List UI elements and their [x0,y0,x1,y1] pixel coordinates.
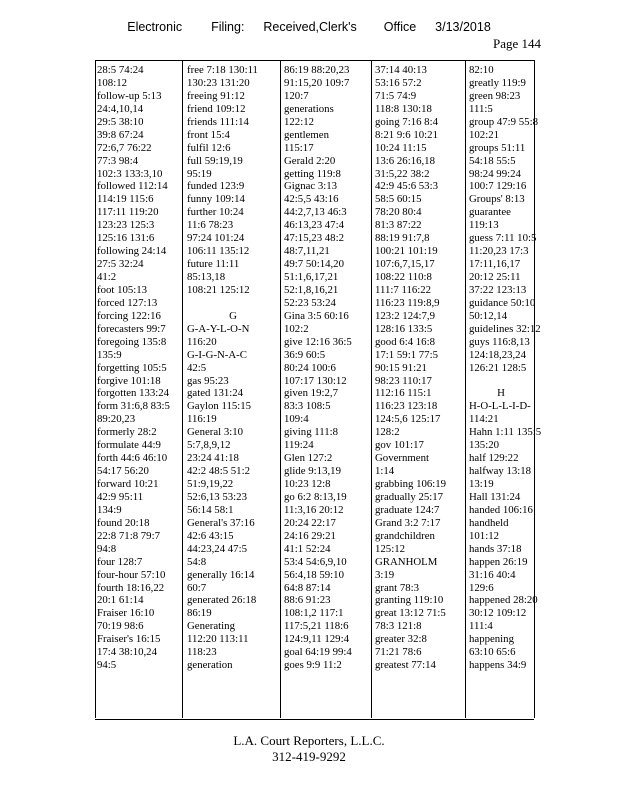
index-entry-line: 120:7 [284,89,309,102]
index-entry-line: 36:9 60:5 [284,348,326,361]
index-entry-line: go 6:2 8:13,19 [284,490,347,503]
index-entry-line: 42:5,5 43:16 [284,193,339,206]
index-entry-line: fulfil 12:6 [187,141,231,154]
index-entry-line: 112:16 115:1 [375,387,432,400]
index-entry-line: Hall 131:24 [469,490,521,503]
index-entry-line: 102:3 133:3,10 [97,167,163,180]
index-entry-line: 102:21 [469,128,499,141]
index-entry-line: Government [375,452,429,465]
index-entry-line: friend 109:12 [187,102,246,115]
index-entry-line: 94:8 [97,542,117,555]
index-entry-line: General 3:10 [187,426,244,439]
index-entry-line: generations [284,102,334,115]
index-entry-line: handheld [469,516,509,529]
index-entry-line: Groups' 8:13 [469,193,525,206]
index-entry-line: 98:24 99:24 [469,167,521,180]
index-entry-line: 116:19 [187,413,217,426]
index-entry-line: half 129:22 [469,452,519,465]
index-entry-line: 95:19 [187,167,212,180]
index-entry-line: 98:23 110:17 [375,374,432,387]
index-entry-line: 109:4 [284,413,309,426]
index-entry-line: 28:5 74:24 [97,64,144,76]
index-entry-line: Generating [187,620,235,633]
index-entry-line: 56:4,18 59:10 [284,568,344,581]
index-entry-line: Gina 3:5 60:16 [284,309,349,322]
index-entry-line: gated 131:24 [187,387,244,400]
index-entry-line: 119:13 [469,219,499,232]
index-entry-line: 108:1,2 117:1 [284,607,344,620]
index-entry-line: grandchildren [375,529,435,542]
index-entry-line: 117:11 119:20 [97,206,159,219]
index-entry-line: 94:5 [97,659,117,672]
index-entry-line: 11:20,23 17:3 [469,245,529,258]
index-entry-line: Gaylon 115:15 [187,400,252,413]
index-entry-line: 31:16 40:4 [469,568,516,581]
index-entry-line: halfway 13:18 [469,465,532,478]
index-entry-line: gov 101:17 [375,439,424,452]
section-letter: G [229,309,237,322]
header-filing: Filing: [211,20,245,34]
index-entry-line: Grand 3:2 7:17 [375,516,441,529]
index-entry-line: 107:17 130:12 [284,374,347,387]
index-entry-line: 30:12 109:12 [469,607,527,620]
index-entry-line: 119:24 [284,439,314,452]
index-entry-line: foregoing 135:8 [97,335,167,348]
index-entry-line: 97:24 101:24 [187,232,245,245]
footer-phone: 312-419-9292 [272,749,346,764]
index-entry-line: graduate 124:7 [375,503,440,516]
index-entry-line: forgetting 105:5 [97,361,167,374]
index-entry-line: 42:5 [187,361,207,374]
index-entry-line: 27:5 32:24 [97,258,144,271]
index-entry-line: 22:8 71:8 79:7 [97,529,160,542]
index-entry-line: 52:1,8,16,21 [284,283,339,296]
index-entry-line: 100:21 101:19 [375,245,438,258]
index-entry-line: great 13:12 71:5 [375,607,446,620]
index-entry-line: 122:12 [284,115,314,128]
footer-company: L.A. Court Reporters, L.L.C. [233,733,385,748]
index-entry-line: Gerald 2:20 [284,154,336,167]
index-entry-line: freeing 91:12 [187,89,245,102]
index-entry-line: 46:13,23 47:4 [284,219,344,232]
index-entry-line: 88:19 91:7,8 [375,232,430,245]
index-entry-line: followed 112:14 [97,180,168,193]
index-entry-line: 78:20 80:4 [375,206,422,219]
index-entry-line: 54:17 56:20 [97,465,149,478]
index-entry-line: happens 34:9 [469,659,527,672]
index-entry-line: forgotten 133:24 [97,387,170,400]
index-entry-line: 10:23 12:8 [284,478,331,490]
index-entry-line: happening [469,633,514,646]
index-entry-line: 10:24 11:15 [375,141,427,154]
index-entry-line: given 19:2,7 [284,387,338,400]
index-entry-line: front 15:4 [187,128,230,141]
index-entry-line: G-A-Y-L-O-N [187,322,250,335]
index-entry-line: forecasters 99:7 [97,322,166,335]
index-entry-line: 51:9,19,22 [187,478,234,490]
index-entry-line: 111:7 116:22 [375,283,432,296]
index-entry-line: forward 10:21 [97,478,159,490]
index-entry-line: Gignac 3:13 [284,180,338,193]
index-entry-line: 1:14 [375,465,395,478]
index-entry-line: forgive 101:18 [97,374,161,387]
index-entry-line: 71:5 74:9 [375,89,417,102]
index-entry-line: 80:24 100:6 [284,361,336,374]
index-entry-line: 51:1,6,17,21 [284,271,339,283]
index-entry-line: grant 78:3 [375,581,420,594]
index-entry-line: 70:19 98:6 [97,620,144,633]
column-divider [280,60,281,718]
index-entry-line: 111:4 [469,620,493,633]
index-entry-line: 42:9 95:11 [97,490,144,503]
index-entry-line: getting 119:8 [284,167,341,180]
index-entry-line: form 31:6,8 83:5 [97,400,170,413]
index-column-3 [284,64,370,672]
index-entry-line: Fraiser's 16:15 [97,633,161,646]
index-entry-line: goes 9:9 11:2 [284,659,342,672]
index-entry-line: 86:19 88:20,23 [284,64,350,76]
index-entry-line: 128:2 [375,426,400,439]
index-entry-line: General's 37:16 [187,516,255,529]
index-entry-line: 123:23 125:3 [97,219,155,232]
index-entry-line: 135:9 [97,348,122,361]
index-column-1 [97,64,181,672]
index-entry-line: granting 119:10 [375,594,444,607]
index-entry-line: happened 28:20 [469,594,538,607]
index-entry-line: 42:6 43:15 [187,529,234,542]
index-entry-line: 108:22 110:8 [375,271,432,283]
index-entry-line: generally 16:14 [187,568,255,581]
index-entry-line: 134:9 [97,503,122,516]
index-entry-line: 135:20 [469,439,499,452]
index-entry-line: 124:5,6 125:17 [375,413,441,426]
index-entry-line: 58:5 60:15 [375,193,422,206]
index-entry-line: 41:2 [97,271,117,283]
index-entry-line [469,375,533,388]
column-divider [465,60,466,718]
header-system: Electronic [127,20,183,34]
index-entry-line: grabbing 106:19 [375,478,447,490]
column-divider [534,60,535,718]
index-entry-line: handed 106:16 [469,503,533,516]
index-entry-line: hands 37:18 [469,542,522,555]
index-entry-line: 71:21 78:6 [375,646,422,659]
index-entry-line: following 24:14 [97,245,167,258]
index-column-2 [187,64,279,672]
index-entry-line: four-hour 57:10 [97,568,166,581]
header-office: Office [383,20,417,34]
index-entry-line: 39:8 67:24 [97,128,144,141]
index-entry-line: glide 9:13,19 [284,465,341,478]
index-entry-line: 126:21 128:5 [469,361,527,374]
index-entry-line: future 11:11 [187,258,240,271]
index-entry-line: greater 32:8 [375,633,427,646]
index-entry-line: 116:20 [187,335,217,348]
index-entry-line: 53:4 54:6,9,10 [284,555,347,568]
index-entry-line: 37:22 123:13 [469,283,527,296]
index-entry-line: H-O-L-L-I-D- [469,400,531,413]
index-entry-line: 53:16 57:2 [375,76,422,89]
index-entry-line: 5:7,8,9,12 [187,439,231,452]
index-entry-line: forth 44:6 46:10 [97,452,168,465]
index-entry-line: 83:3 108:5 [284,400,331,413]
index-entry-line: 86:19 [187,607,212,620]
index-entry-line: 124:9,11 129:4 [284,633,349,646]
index-entry-line: 11:6 78:23 [187,219,234,232]
index-entry-line: 116:23 123:18 [375,400,438,413]
index-entry-line: foot 105:13 [97,283,148,296]
index-entry-line: free 7:18 130:11 [187,64,258,76]
index-entry-line: give 12:16 36:5 [284,335,352,348]
index-entry-line: 20:12 25:11 [469,271,521,283]
index-entry-line: GRANHOLM [375,555,438,568]
index-entry-line: 101:12 [469,529,499,542]
index-entry-line: 116:23 119:8,9 [375,296,440,309]
column-divider [182,60,183,718]
index-entry-line: green 98:23 [469,89,521,102]
index-entry-line: 8:21 9:6 10:21 [375,128,438,141]
index-entry-line: 100:7 129:16 [469,180,527,193]
index-entry-line: 128:16 133:5 [375,322,433,335]
index-entry-line: 64:8 87:14 [284,581,331,594]
index-entry-line: 24:16 29:21 [284,529,336,542]
index-entry-line: goal 64:19 99:4 [284,646,352,659]
index-entry-line: forcing 122:16 [97,309,161,322]
index-entry-line: 78:3 121:8 [375,620,422,633]
index-entry-line: 47:15,23 48:2 [284,232,344,245]
index-entry-line: guidance 50:10 [469,296,536,309]
index-column-5 [469,64,542,672]
index-entry-line: happen 26:19 [469,555,528,568]
index-entry-line: 125:16 131:6 [97,232,155,245]
index-entry-line: four 128:7 [97,555,143,568]
index-entry-line [187,297,279,310]
index-entry-line: 20:1 61:14 [97,594,144,607]
index-entry-line: friends 111:14 [187,115,249,128]
index-entry-line: group 47:9 55:8 [469,115,538,128]
index-entry-line: 117:5,21 118:6 [284,620,349,633]
index-entry-line: 20:24 22:17 [284,516,336,529]
index-entry-line: 11:3,16 20:12 [284,503,344,516]
index-entry-line: funded 123:9 [187,180,245,193]
index-entry-line: 49:7 50:14,20 [284,258,344,271]
index-entry-line: 88:6 91:23 [284,594,331,607]
index-entry-line: 81:3 87:22 [375,219,422,232]
index-entry-line: 63:10 65:6 [469,646,516,659]
index-entry-line: 112:20 113:11 [187,633,249,646]
index-entry-line: 102:2 [284,322,309,335]
index-entry-line: follow-up 5:13 [97,89,162,102]
index-entry-line: 129:6 [469,581,494,594]
column-divider [95,60,96,718]
index-entry-line: formerly 28:2 [97,426,157,439]
index-entry-line: 42:2 48:5 51:2 [187,465,250,478]
index-entry-line: going 7:16 8:4 [375,115,438,128]
index-entry-line: 108:21 125:12 [187,283,250,296]
index-entry-line: full 59:19,19 [187,154,243,167]
index-entry-line: groups 51:11 [469,141,526,154]
index-entry-line: 31:5,22 38:2 [375,167,430,180]
index-entry-line: 106:11 135:12 [187,245,250,258]
index-entry-line: gas 95:23 [187,374,229,387]
index-entry-line: 108:12 [97,76,127,89]
index-column-4 [375,64,464,672]
index-entry-line: gradually 25:17 [375,490,444,503]
index-entry-line: 107:6,7,15,17 [375,258,435,271]
index-entry-line: giving 111:8 [284,426,339,439]
index-entry-line: guidelines 32:12 [469,322,541,335]
filing-header [0,20,618,34]
page-number: Page 144 [493,36,542,51]
index-entry-line: 41:1 52:24 [284,542,331,555]
index-entry-line: 77:3 98:4 [97,154,139,167]
index-entry-line: 89:20,23 [97,413,136,426]
index-entry-line: 114:19 115:6 [97,193,154,206]
column-divider [371,60,372,718]
index-entry-line: 82:10 [469,64,494,76]
index-entry-line: 118:8 130:18 [375,102,432,115]
index-entry-line: 37:14 40:13 [375,64,427,76]
index-entry-line: further 10:24 [187,206,244,219]
index-entry-line: gentlemen [284,128,329,141]
index-entry-line: 54:8 [187,555,207,568]
index-entry-line: 17:11,16,17 [469,258,521,271]
index-entry-line: funny 109:14 [187,193,245,206]
index-entry-line: 52:6,13 53:23 [187,490,247,503]
index-entry-line: 48:7,11,21 [284,245,330,258]
index-entry-line: 3:19 [375,568,395,581]
index-entry-line: 118:23 [187,646,217,659]
index-entry-line: 44:2,7,13 46:3 [284,206,347,219]
index-entry-line: 60:7 [187,581,207,594]
index-entry-line: Fraiser 16:10 [97,607,155,620]
index-entry-line: 125:12 [375,542,405,555]
index-entry-line: guarantee [469,206,511,219]
index-entry-line: forced 127:13 [97,296,158,309]
index-entry-line: guess 7:11 10:5 [469,232,537,245]
index-entry-line: 24:4,10,14 [97,102,144,115]
index-entry-line: generated 26:18 [187,594,257,607]
index-entry-line: fourth 18:16,22 [97,581,165,594]
index-entry-line: 42:9 45:6 53:3 [375,180,438,193]
index-entry-line: 123:2 124:7,9 [375,309,435,322]
index-entry-line: 85:13,18 [187,271,226,283]
index-entry-line: 114:21 [469,413,499,426]
index-entry-line: G-I-G-N-A-C [187,348,247,361]
index-entry-line: 29:5 38:10 [97,115,144,128]
index-entry-line: 91:15,20 109:7 [284,76,350,89]
index-entry-line: 90:15 91:21 [375,361,427,374]
index-entry-line: 115:17 [284,141,314,154]
header-date: 3/13/2018 [435,20,491,34]
index-entry-line: 50:12,14 [469,309,508,322]
index-entry-line: 23:24 41:18 [187,452,239,465]
index-entry-line: 17:4 38:10,24 [97,646,157,659]
index-entry-line: 13:19 [469,478,494,490]
index-entry-line: 56:14 58:1 [187,503,234,516]
index-entry-line: good 6:4 16:8 [375,335,435,348]
index-entry-line: generation [187,659,233,672]
header-received: Received,Clerk's [263,20,357,34]
index-entry-line: greatly 119:9 [469,76,526,89]
section-letter: H [497,387,505,400]
index-entry-line: Hahn 1:11 135:5 [469,426,542,439]
index-entry-line: greatest 77:14 [375,659,436,672]
index-entry-line: 13:6 26:16,18 [375,154,435,167]
index-entry-line: guys 116:8,13 [469,335,530,348]
index-entry-line: 52:23 53:24 [284,296,336,309]
index-entry-line: 54:18 55:5 [469,154,516,167]
index-entry-line: formulate 44:9 [97,439,161,452]
index-entry-line: found 20:18 [97,516,150,529]
index-entry-line: 124:18,23,24 [469,348,526,361]
index-entry-line: Glen 127:2 [284,452,333,465]
index-entry-line: 17:1 59:1 77:5 [375,348,438,361]
index-entry-line: 44:23,24 47:5 [187,542,247,555]
index-entry-line: 72:6,7 76:22 [97,141,152,154]
index-entry-line: 130:23 131:20 [187,76,250,89]
index-entry-line: 111:5 [469,102,493,115]
